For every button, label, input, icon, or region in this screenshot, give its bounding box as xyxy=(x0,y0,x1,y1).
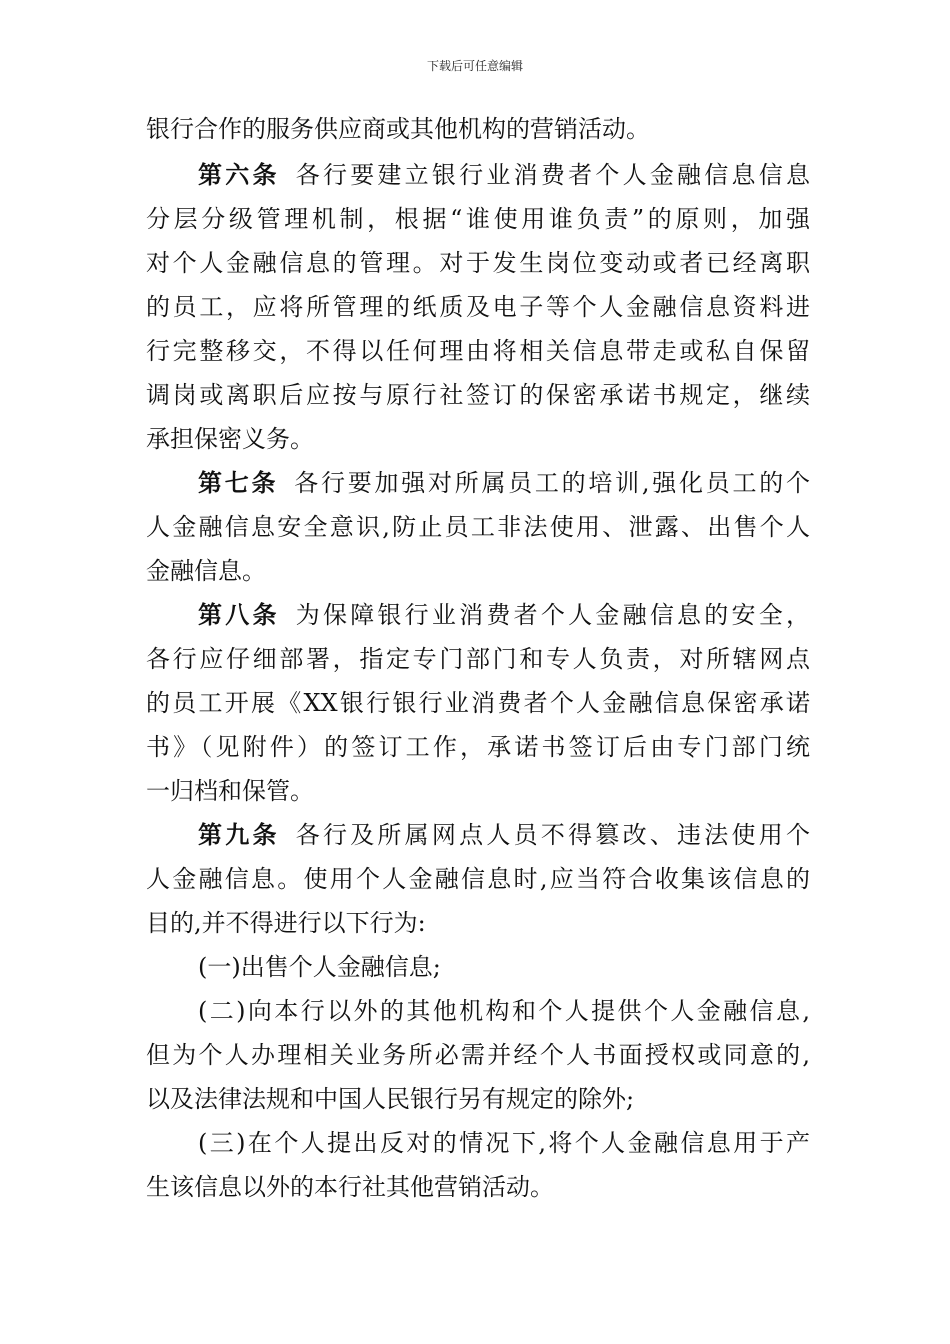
article-label: 第六条 xyxy=(198,160,280,189)
article-text: 各行要建立银行业消费者个人金融信息信息 xyxy=(295,161,811,189)
body-line: 金融信息。 xyxy=(146,557,266,585)
body-line: 对个人金融信息的管理。对于发生岗位变动或者已经离职 xyxy=(146,249,810,277)
article-line xyxy=(198,461,810,505)
article-line xyxy=(198,593,810,637)
article-line xyxy=(198,153,810,197)
body-line: 以及法律法规和中国人民银行另有规定的除外; xyxy=(146,1085,635,1113)
body-line: 各行应仔细部署，指定专门部门和专人负责，对所辖网点 xyxy=(146,645,810,673)
list-item: (一)出售个人金融信息; xyxy=(198,953,441,981)
body-line: 的员工，应将所管理的纸质及电子等个人金融信息资料进 xyxy=(146,293,810,321)
body-line: 一归档和保管。 xyxy=(146,777,314,805)
article-text: 各行要加强对所属员工的培训,强化员工的个 xyxy=(294,469,810,497)
article-text: 为保障银行业消费者个人金融信息的安全， xyxy=(295,601,811,629)
body-line: 人金融信息安全意识,防止员工非法使用、泄露、出售个人 xyxy=(146,513,810,541)
body-line: 行完整移交，不得以任何理由将相关信息带走或私自保留 xyxy=(146,337,810,365)
body-line: 人金融信息。使用个人金融信息时,应当符合收集该信息的 xyxy=(146,865,810,893)
body-line: 调岗或离职后应按与原行社签订的保密承诺书规定，继续 xyxy=(146,381,810,409)
article-label: 第八条 xyxy=(198,600,280,629)
page-header: 下载后可任意编辑 xyxy=(426,59,523,73)
body-line: 生该信息以外的本行社其他营销活动。 xyxy=(146,1173,554,1201)
article-label: 第七条 xyxy=(198,468,279,497)
body-line: 的员工开展《XX银行银行业消费者个人金融信息保密承诺 xyxy=(146,689,810,717)
body-line: 但为个人办理相关业务所必需并经个人书面授权或同意的, xyxy=(146,1041,810,1069)
article-text: 各行及所属网点人员不得篡改、违法使用个 xyxy=(295,821,811,849)
body-line: 承担保密义务。 xyxy=(146,425,314,453)
article-label: 第九条 xyxy=(198,820,280,849)
body-line: 目的,并不得进行以下行为: xyxy=(146,909,426,937)
body-line: 银行合作的服务供应商或其他机构的营销活动。 xyxy=(146,115,650,143)
article-line xyxy=(198,813,810,857)
list-item: (二)向本行以外的其他机构和个人提供个人金融信息, xyxy=(198,997,810,1025)
body-line: 书》（见附件）的签订工作，承诺书签订后由专门部门统 xyxy=(146,733,810,761)
list-item: (三)在个人提出反对的情况下,将个人金融信息用于产 xyxy=(198,1129,810,1157)
body-line: 分层分级管理机制，根据“谁使用谁负责”的原则，加强 xyxy=(146,205,810,233)
